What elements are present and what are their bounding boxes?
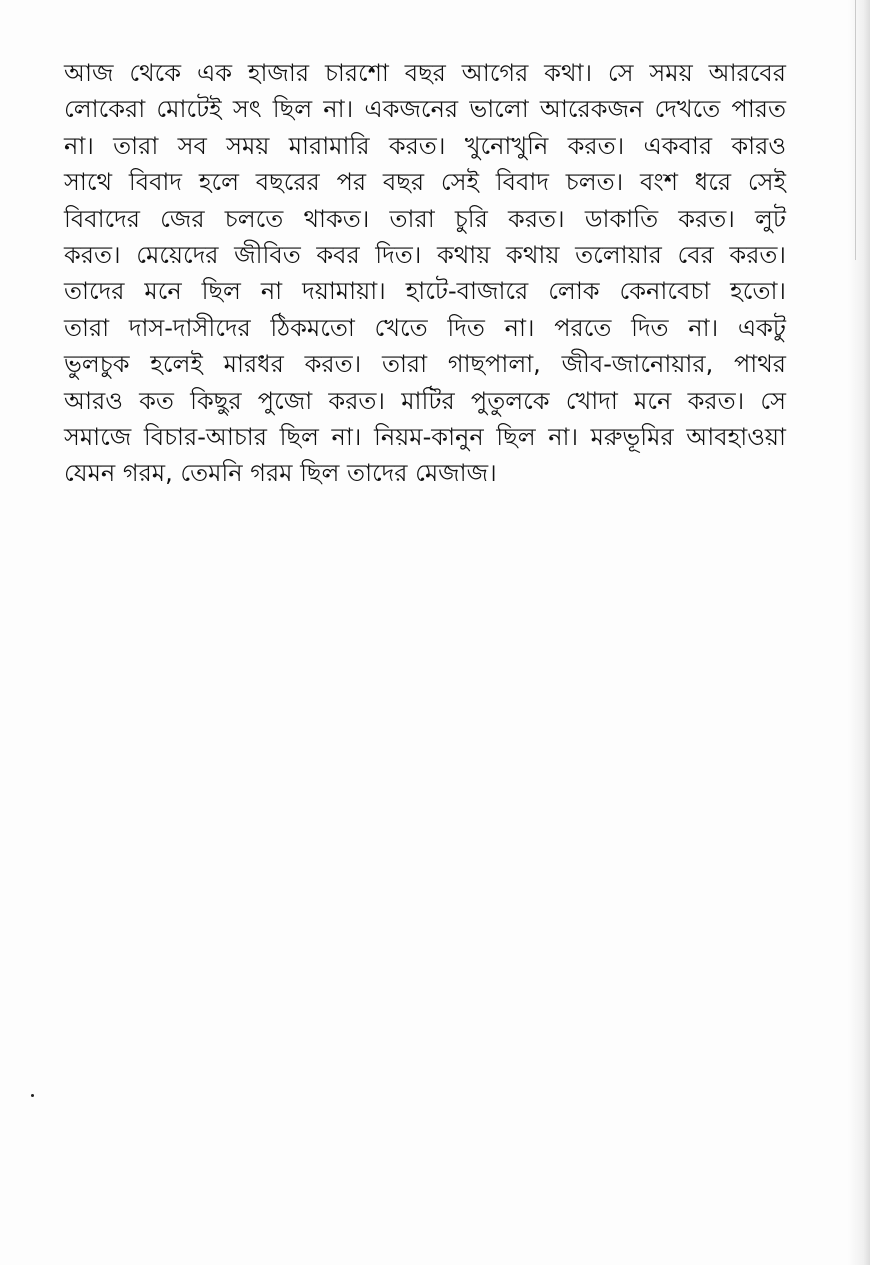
text-line-7: তাদের মনে ছিল না দয়ামায়া। হাটে-বাজারে লোক কেনাবেচা হতো। — [64, 277, 786, 306]
text-line-6: করত। মেয়েদের জীবিত কবর দিত। কথায় কথায় তলোয়ার বের করত। — [64, 240, 786, 269]
text-line-1: আজ থেকে এক হাজার চারশো বছর আগের কথা। সে সময় আরবের — [64, 59, 786, 87]
text-line-9: ভুলচুক হলেই মারধর করত। তারা গাছপালা, জীব-জানোয়ার, পাথর — [64, 350, 786, 379]
text-line-12: যেমন গরম, তেমনি গরম ছিল তাদের মেজাজ। — [64, 459, 497, 488]
ink-speck — [31, 1094, 34, 1097]
text-line-11: সমাজে বিচার-আচার ছিল না। নিয়ম-কানুন ছিল না। মরুভূমির আবহাওয়া — [64, 422, 786, 451]
body-paragraph — [64, 55, 786, 492]
text-line-3: না। তারা সব সময় মারামারি করত। খুনোখুনি করত। একবার কারও — [64, 131, 786, 160]
text-line-8: তারা দাস-দাসীদের ঠিকমতো খেতে দিত না। পরতে দিত না। একটু — [64, 313, 786, 342]
text-line-10: আরও কত কিছুর পুজো করত। মাটির পুতুলকে খোদা মনে করত। সে — [64, 386, 786, 415]
text-line-4: সাথে বিবাদ হলে বছরের পর বছর সেই বিবাদ চলত। বংশ ধরে সেই — [64, 168, 786, 197]
scan-shadow-edge — [848, 0, 870, 1265]
text-line-5: বিবাদের জের চলতে থাকত। তারা চুরি করত। ডাকাতি করত। লুট — [64, 204, 786, 233]
scan-crease-line — [855, 0, 856, 260]
text-line-2: লোকেরা মোটেই সৎ ছিল না। একজনের ভালো আরেকজন দেখতে পারত — [64, 95, 786, 124]
